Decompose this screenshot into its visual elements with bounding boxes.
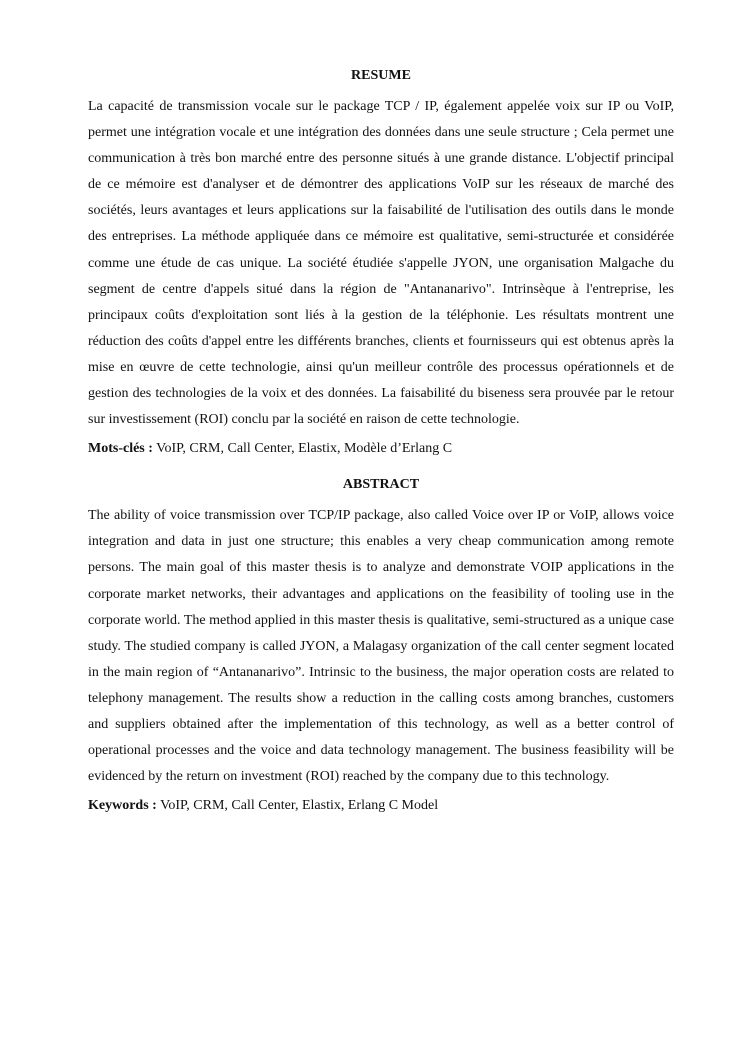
abstract-paragraph: The ability of voice transmission over TCP/IP package, also called Voice over IP or VoIP, allows voice integration and data in just one structure; this enables a very cheap communication among remote persons. The main goal of this master thesis is to analyze and demonstrate VOIP applications in the corporate market networks, their advantages and applications on the feasibility of tooling use in the corporate world. The method applied in this master thesis is qualitative, semi-structured as a unique case study. The studied company is called JYON, a Malagasy organization of the call center segment located in the main region of “Antananarivo”. Intrinsic to the business, the major operation costs are related to telephony management. The results show a reduction in the calling costs among branches, customers and suppliers obtained after the implementation of this technology, as well as a better control of operational processes and the voice and data technology management. The business feasibility will be evidenced by the return on investment (ROI) reached by the company due to this technology. <box>88 508 674 785</box>
resume-keywords-list: VoIP, CRM, Call Center, Elastix, Modèle d’Erlang C <box>152 441 453 457</box>
abstract-heading: ABSTRACT <box>342 477 420 493</box>
resume-keywords-label: Mots-clés : <box>88 441 153 457</box>
resume-keywords <box>88 439 674 459</box>
document-page <box>88 66 674 816</box>
resume-heading: RESUME <box>351 68 411 83</box>
resume-paragraph: La capacité de transmission vocale sur le package TCP / IP, également appelée voix sur IP ou VoIP, permet une intégration vocale et une intégration des données dans une seule structure ; Cela permet une communication à très bon marché entre des personne situés à une grande distance. L'objectif principal de ce mémoire est d'analyser et de démontrer des applications VoIP sur les réseaux de marché des sociétés, leurs avantages et leurs applications sur la faisabilité de l'utilisation des outils dans le monde des entreprises. La méthode appliquée dans ce mémoire est qualitative, semi-structurée et considérée comme une étude de cas unique. La société étudiée s'appelle JYON, une organisation Malgache du segment de centre d'appels situé dans la région de "Antananarivo". Intrinsèque à l'entreprise, les principaux coûts d'exploitation sont liés à la gestion de la téléphonie. Les résultats montrent une réduction des coûts d'appel entre les différents branches, clients et fournisseurs qui est obtenus après la mise en œuvre de cette technologie, ainsi qu'un meilleur contrôle des processus opérationnels et de gestion des technologies de la voix et des données. La faisabilité du biseness sera prouvée par le retour sur investissement (ROI) conclu par la société en raison de cette technologie. <box>88 99 674 428</box>
abstract-keywords-list: VoIP, CRM, Call Center, Elastix, Erlang C Model <box>156 798 439 814</box>
abstract-keywords <box>88 796 674 816</box>
abstract-keywords-label: Keywords : <box>88 798 157 814</box>
